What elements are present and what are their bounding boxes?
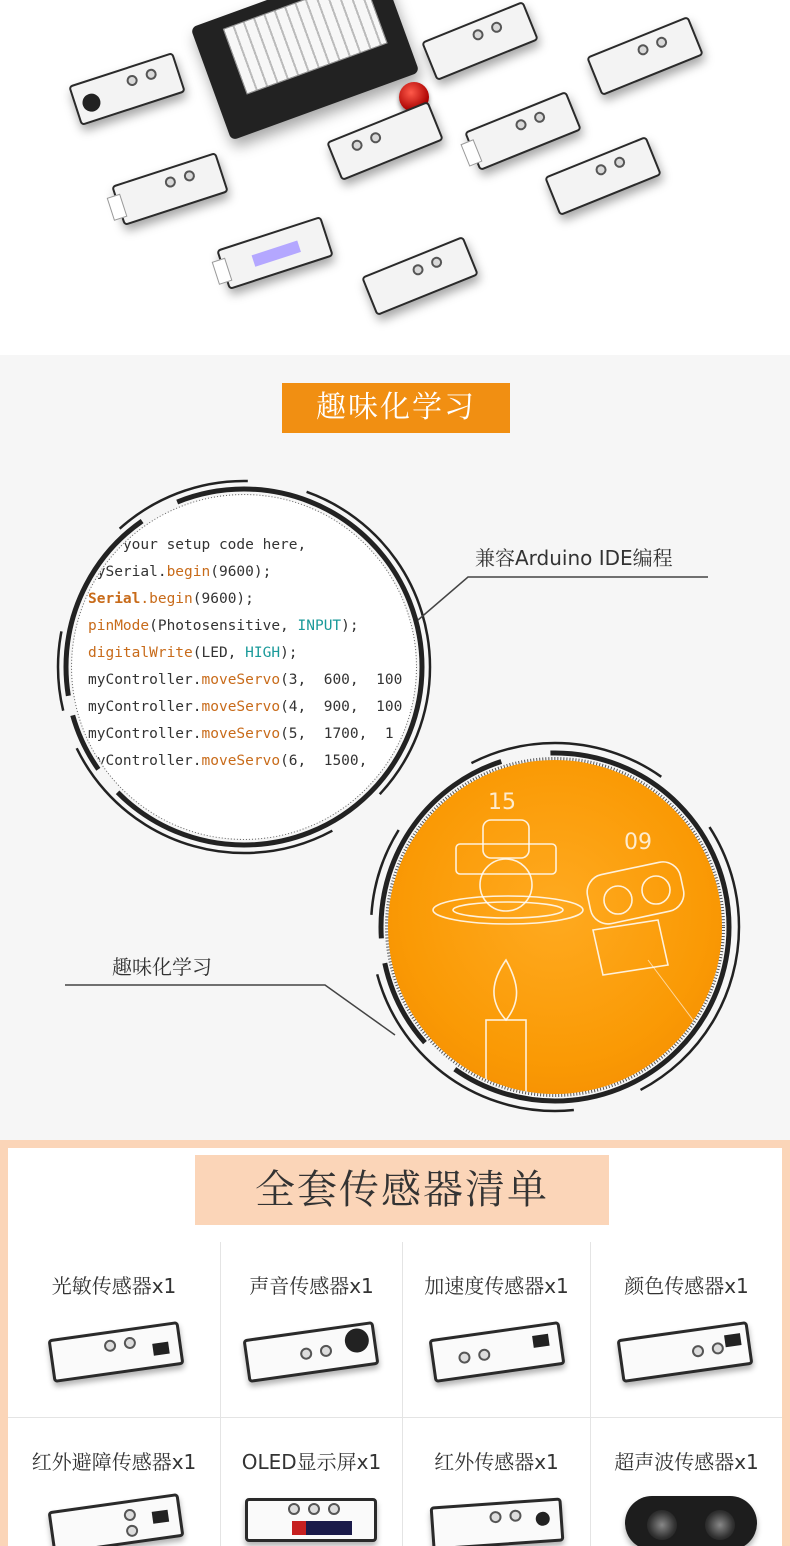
sensor-list bbox=[0, 1140, 790, 1546]
fun-learning-section bbox=[0, 355, 790, 1140]
infrared-module bbox=[544, 136, 662, 216]
illustration-number: 15 bbox=[488, 790, 516, 815]
code-line: myController.moveServo(5, 1700, 1 bbox=[88, 726, 394, 742]
sensor-label: 超声波传感器x1 bbox=[614, 1450, 759, 1474]
ultrasonic-sensor-image bbox=[625, 1496, 757, 1546]
code-line: Serial.begin(9600); bbox=[88, 591, 254, 607]
sensor-label: 红外避障传感器x1 bbox=[31, 1450, 197, 1474]
sensor-list-panel bbox=[8, 1148, 782, 1546]
sensor-cell-light bbox=[8, 1242, 221, 1418]
code-preview bbox=[72, 495, 416, 839]
sensor-label: 红外传感器x1 bbox=[434, 1450, 559, 1474]
sketch-lines bbox=[388, 760, 722, 1094]
sound-module bbox=[68, 52, 186, 126]
sensor-cell-accel bbox=[403, 1242, 591, 1418]
code-line: mySerial.begin(9600); bbox=[88, 564, 272, 580]
color-sensor-image bbox=[617, 1321, 754, 1383]
fun-callout: 趣味化学习 bbox=[112, 955, 212, 979]
code-line: myController.moveServo(4, 900, 100 bbox=[88, 699, 403, 715]
light-sensor-image bbox=[48, 1321, 185, 1383]
code-line bbox=[88, 775, 402, 802]
code-block bbox=[88, 505, 402, 829]
code-line: 500); bbox=[88, 807, 132, 823]
sensor-label: 颜色传感器x1 bbox=[624, 1274, 749, 1298]
sensor-label: 加速度传感器x1 bbox=[424, 1274, 569, 1298]
robot-illustration bbox=[388, 760, 722, 1094]
oled-display-image bbox=[245, 1498, 377, 1542]
generic-module bbox=[464, 91, 582, 171]
code-line: put your setup code here, bbox=[88, 537, 307, 553]
generic-module bbox=[361, 236, 479, 316]
code-line: up() { bbox=[88, 510, 141, 526]
accelerometer-image bbox=[429, 1321, 566, 1383]
code-line: pinMode(Photosensitive, INPUT); bbox=[88, 618, 359, 634]
sensor-cell-ir-obstacle bbox=[8, 1418, 221, 1546]
sensor-cell-ultrasonic bbox=[591, 1418, 782, 1546]
sensor-list-title: 全套传感器清单 bbox=[195, 1155, 609, 1225]
generic-module bbox=[111, 152, 229, 226]
code-line: myController.moveServo(6, 1500, bbox=[88, 753, 368, 769]
oled-module bbox=[216, 216, 334, 290]
sensor-label: OLED显示屏x1 bbox=[241, 1450, 382, 1474]
sensor-cell-ir bbox=[403, 1418, 591, 1546]
illustration-number: 09 bbox=[624, 830, 652, 855]
product-photo bbox=[0, 0, 790, 355]
ir-sensor-image bbox=[430, 1497, 565, 1546]
arduino-callout: 兼容Arduino IDE编程 bbox=[475, 546, 673, 570]
generic-module bbox=[586, 16, 704, 96]
generic-module bbox=[421, 1, 539, 81]
sensor-cell-oled bbox=[221, 1418, 403, 1546]
section-title: 趣味化学习 bbox=[282, 383, 510, 433]
code-line: myController.moveServo(3, 600, 100 bbox=[88, 672, 403, 688]
code-line: digitalWrite(LED, HIGH); bbox=[88, 645, 298, 661]
ir-obstacle-image bbox=[48, 1493, 185, 1546]
sensor-label: 声音传感器x1 bbox=[249, 1274, 374, 1298]
sensor-cell-sound bbox=[221, 1242, 403, 1418]
sensor-label: 光敏传感器x1 bbox=[51, 1274, 177, 1298]
sensor-cell-color bbox=[591, 1242, 782, 1418]
sound-sensor-image bbox=[243, 1321, 380, 1383]
potentiometer-module bbox=[326, 101, 444, 181]
